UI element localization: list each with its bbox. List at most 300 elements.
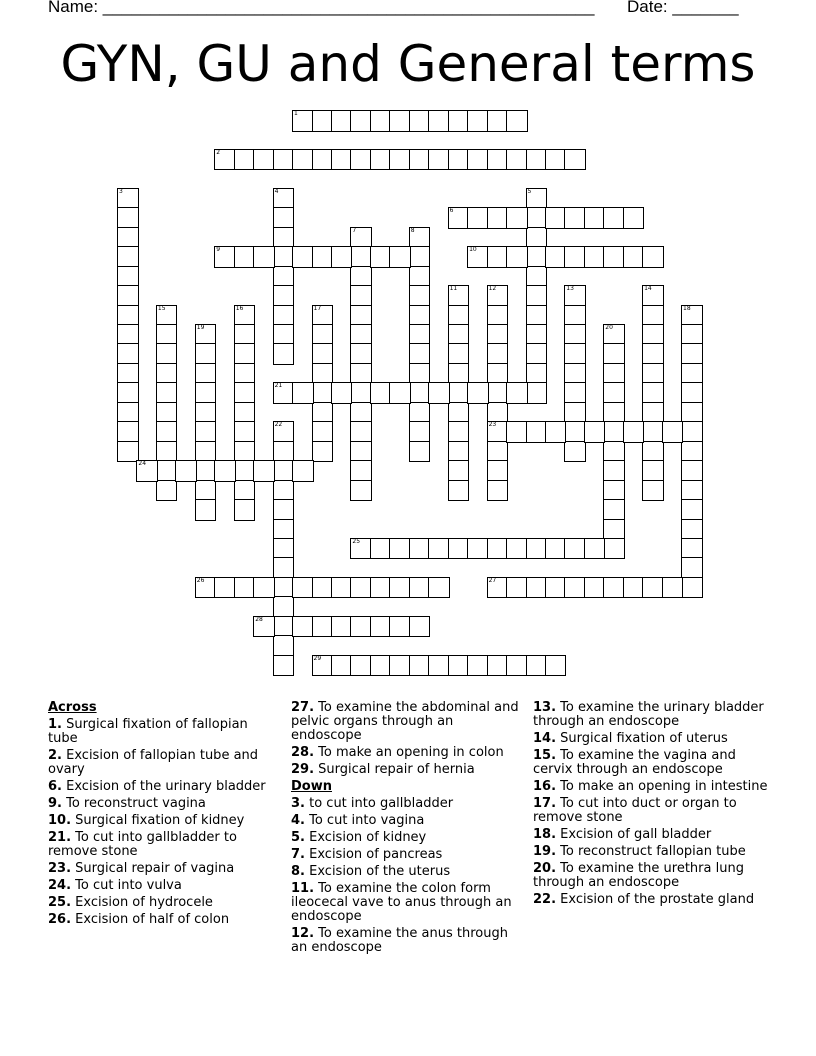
grid-cell[interactable] [487,343,509,365]
grid-cell[interactable] [487,207,509,229]
grid-cell[interactable] [350,285,372,307]
grid-cell[interactable] [350,227,372,249]
grid-cell[interactable] [156,480,178,502]
grid-cell[interactable] [681,557,703,579]
grid-cell[interactable] [526,382,548,404]
grid-cell[interactable] [117,402,139,424]
grid-cell[interactable] [253,246,275,268]
grid-cell[interactable] [487,110,509,132]
grid-cell[interactable] [448,207,470,229]
grid-cell[interactable] [273,441,295,463]
grid-cell[interactable] [409,246,431,268]
grid-cell[interactable] [156,460,178,482]
grid-cell[interactable] [448,110,470,132]
grid-cell[interactable] [681,538,703,560]
grid-cell[interactable] [156,324,178,346]
grid-cell[interactable] [564,402,586,424]
grid-cell[interactable] [681,460,703,482]
grid-cell[interactable] [350,266,372,288]
grid-cell[interactable] [681,421,703,443]
grid-cell[interactable] [350,246,372,268]
grid-cell[interactable] [117,305,139,327]
grid-cell[interactable] [526,149,548,171]
grid-cell[interactable] [253,149,275,171]
grid-cell[interactable] [273,285,295,307]
grid-cell[interactable] [506,382,528,404]
grid-cell[interactable] [156,382,178,404]
grid-cell[interactable] [312,246,334,268]
grid-cell[interactable] [312,110,334,132]
grid-cell[interactable] [117,421,139,443]
grid-cell[interactable] [506,207,528,229]
grid-cell[interactable] [487,480,509,502]
grid-cell[interactable] [273,577,295,599]
grid-cell[interactable] [117,382,139,404]
grid-cell[interactable] [487,149,509,171]
grid-cell[interactable] [506,655,528,677]
grid-cell[interactable] [312,421,334,443]
grid-cell[interactable] [448,343,470,365]
grid-cell[interactable] [409,305,431,327]
grid-cell[interactable] [448,382,470,404]
grid-cell[interactable] [195,460,217,482]
grid-cell[interactable] [564,421,586,443]
grid-cell[interactable] [350,402,372,424]
grid-cell[interactable] [603,207,625,229]
grid-cell[interactable] [331,110,353,132]
grid-cell[interactable] [642,421,664,443]
grid-cell[interactable] [350,655,372,677]
grid-cell[interactable] [312,655,334,677]
grid-cell[interactable] [370,149,392,171]
grid-cell[interactable] [603,421,625,443]
grid-cell[interactable] [195,363,217,385]
grid-cell[interactable] [273,460,295,482]
grid-cell[interactable] [409,324,431,346]
grid-cell[interactable] [448,363,470,385]
grid-cell[interactable] [312,149,334,171]
grid-cell[interactable] [487,246,509,268]
grid-cell[interactable] [564,382,586,404]
grid-cell[interactable] [234,577,256,599]
grid-cell[interactable] [273,557,295,579]
grid-cell[interactable] [409,655,431,677]
grid-cell[interactable] [195,421,217,443]
grid-cell[interactable] [234,324,256,346]
grid-cell[interactable] [506,577,528,599]
grid-cell[interactable] [389,577,411,599]
grid-cell[interactable] [428,110,450,132]
grid-cell[interactable] [487,324,509,346]
grid-cell[interactable] [448,421,470,443]
grid-cell[interactable] [389,382,411,404]
grid-cell[interactable] [350,480,372,502]
grid-cell[interactable] [156,363,178,385]
grid-cell[interactable] [467,538,489,560]
grid-cell[interactable] [564,246,586,268]
grid-cell[interactable] [526,324,548,346]
grid-cell[interactable] [273,324,295,346]
grid-cell[interactable] [506,246,528,268]
grid-cell[interactable] [350,382,372,404]
grid-cell[interactable] [214,149,236,171]
grid-cell[interactable] [545,655,567,677]
grid-cell[interactable] [117,266,139,288]
grid-cell[interactable] [389,149,411,171]
grid-cell[interactable] [370,382,392,404]
grid-cell[interactable] [350,441,372,463]
grid-cell[interactable] [350,538,372,560]
grid-cell[interactable] [448,324,470,346]
grid-cell[interactable] [448,538,470,560]
grid-cell[interactable] [234,246,256,268]
grid-cell[interactable] [312,382,334,404]
grid-cell[interactable] [487,538,509,560]
grid-cell[interactable] [312,441,334,463]
grid-cell[interactable] [642,460,664,482]
grid-cell[interactable] [389,616,411,638]
grid-cell[interactable] [642,285,664,307]
grid-cell[interactable] [467,149,489,171]
grid-cell[interactable] [331,149,353,171]
grid-cell[interactable] [292,460,314,482]
grid-cell[interactable] [273,149,295,171]
grid-cell[interactable] [273,480,295,502]
grid-cell[interactable] [117,227,139,249]
grid-cell[interactable] [681,480,703,502]
grid-cell[interactable] [312,616,334,638]
grid-cell[interactable] [312,402,334,424]
grid-cell[interactable] [526,577,548,599]
grid-cell[interactable] [409,110,431,132]
grid-cell[interactable] [350,324,372,346]
grid-cell[interactable] [564,207,586,229]
grid-cell[interactable] [487,577,509,599]
grid-cell[interactable] [234,343,256,365]
grid-cell[interactable] [603,246,625,268]
grid-cell[interactable] [312,324,334,346]
grid-cell[interactable] [642,246,664,268]
grid-cell[interactable] [195,577,217,599]
grid-cell[interactable] [564,538,586,560]
grid-cell[interactable] [603,577,625,599]
grid-cell[interactable] [584,577,606,599]
grid-cell[interactable] [234,363,256,385]
grid-cell[interactable] [117,363,139,385]
grid-cell[interactable] [409,402,431,424]
grid-cell[interactable] [292,149,314,171]
grid-cell[interactable] [448,402,470,424]
grid-cell[interactable] [273,616,295,638]
grid-cell[interactable] [603,519,625,541]
grid-cell[interactable] [623,577,645,599]
grid-cell[interactable] [564,324,586,346]
grid-cell[interactable] [273,538,295,560]
grid-cell[interactable] [156,343,178,365]
grid-cell[interactable] [350,149,372,171]
grid-cell[interactable] [467,382,489,404]
grid-cell[interactable] [623,207,645,229]
grid-cell[interactable] [564,363,586,385]
grid-cell[interactable] [526,246,548,268]
grid-cell[interactable] [331,655,353,677]
grid-cell[interactable] [428,655,450,677]
grid-cell[interactable] [603,538,625,560]
grid-cell[interactable] [467,655,489,677]
grid-cell[interactable] [448,655,470,677]
grid-cell[interactable] [428,538,450,560]
grid-cell[interactable] [564,149,586,171]
grid-cell[interactable] [273,207,295,229]
grid-cell[interactable] [312,577,334,599]
grid-cell[interactable] [175,460,197,482]
grid-cell[interactable] [584,207,606,229]
grid-cell[interactable] [234,402,256,424]
grid-cell[interactable] [448,305,470,327]
grid-cell[interactable] [623,246,645,268]
grid-cell[interactable] [448,480,470,502]
grid-cell[interactable] [467,110,489,132]
grid-cell[interactable] [234,305,256,327]
grid-cell[interactable] [584,538,606,560]
grid-cell[interactable] [156,402,178,424]
grid-cell[interactable] [195,382,217,404]
grid-cell[interactable] [331,382,353,404]
grid-cell[interactable] [642,324,664,346]
grid-cell[interactable] [642,577,664,599]
grid-cell[interactable] [642,382,664,404]
grid-cell[interactable] [662,421,684,443]
grid-cell[interactable] [603,460,625,482]
grid-cell[interactable] [273,635,295,657]
grid-cell[interactable] [273,519,295,541]
grid-cell[interactable] [195,499,217,521]
grid-cell[interactable] [487,441,509,463]
grid-cell[interactable] [117,188,139,210]
grid-cell[interactable] [409,421,431,443]
grid-cell[interactable] [214,246,236,268]
grid-cell[interactable] [292,246,314,268]
grid-cell[interactable] [526,655,548,677]
grid-cell[interactable] [331,577,353,599]
grid-cell[interactable] [564,577,586,599]
grid-cell[interactable] [681,499,703,521]
grid-cell[interactable] [409,343,431,365]
grid-cell[interactable] [428,382,450,404]
grid-cell[interactable] [214,460,236,482]
grid-cell[interactable] [603,480,625,502]
grid-cell[interactable] [117,343,139,365]
grid-cell[interactable] [662,577,684,599]
grid-cell[interactable] [117,324,139,346]
grid-cell[interactable] [603,363,625,385]
grid-cell[interactable] [642,363,664,385]
grid-cell[interactable] [428,149,450,171]
grid-cell[interactable] [234,441,256,463]
grid-cell[interactable] [409,363,431,385]
grid-cell[interactable] [545,246,567,268]
grid-cell[interactable] [312,343,334,365]
grid-cell[interactable] [526,421,548,443]
grid-cell[interactable] [681,577,703,599]
grid-cell[interactable] [545,149,567,171]
grid-cell[interactable] [467,246,489,268]
grid-cell[interactable] [545,207,567,229]
grid-cell[interactable] [370,246,392,268]
grid-cell[interactable] [389,538,411,560]
grid-cell[interactable] [642,480,664,502]
grid-cell[interactable] [603,382,625,404]
grid-cell[interactable] [487,285,509,307]
grid-cell[interactable] [273,266,295,288]
grid-cell[interactable] [642,402,664,424]
grid-cell[interactable] [331,246,353,268]
grid-cell[interactable] [409,577,431,599]
grid-cell[interactable] [117,207,139,229]
grid-cell[interactable] [681,441,703,463]
grid-cell[interactable] [350,460,372,482]
grid-cell[interactable] [292,110,314,132]
grid-cell[interactable] [409,382,431,404]
grid-cell[interactable] [681,519,703,541]
grid-cell[interactable] [487,421,509,443]
grid-cell[interactable] [253,460,275,482]
grid-cell[interactable] [156,305,178,327]
grid-cell[interactable] [292,616,314,638]
grid-cell[interactable] [409,285,431,307]
grid-cell[interactable] [487,382,509,404]
grid-cell[interactable] [603,402,625,424]
grid-cell[interactable] [117,441,139,463]
grid-cell[interactable] [234,421,256,443]
grid-cell[interactable] [273,343,295,365]
grid-cell[interactable] [642,305,664,327]
grid-cell[interactable] [136,460,158,482]
grid-cell[interactable] [526,363,548,385]
grid-cell[interactable] [273,421,295,443]
grid-cell[interactable] [350,343,372,365]
grid-cell[interactable] [331,616,353,638]
grid-cell[interactable] [681,402,703,424]
grid-cell[interactable] [389,246,411,268]
grid-cell[interactable] [487,402,509,424]
grid-cell[interactable] [487,363,509,385]
grid-cell[interactable] [467,207,489,229]
grid-cell[interactable] [234,382,256,404]
grid-cell[interactable] [195,402,217,424]
grid-cell[interactable] [681,382,703,404]
grid-cell[interactable] [526,285,548,307]
grid-cell[interactable] [312,363,334,385]
grid-cell[interactable] [273,305,295,327]
grid-cell[interactable] [564,343,586,365]
grid-cell[interactable] [234,499,256,521]
grid-cell[interactable] [273,188,295,210]
grid-cell[interactable] [389,110,411,132]
grid-cell[interactable] [156,421,178,443]
grid-cell[interactable] [370,538,392,560]
grid-cell[interactable] [545,577,567,599]
grid-cell[interactable] [681,363,703,385]
grid-cell[interactable] [584,421,606,443]
grid-cell[interactable] [370,110,392,132]
grid-cell[interactable] [214,577,236,599]
grid-cell[interactable] [273,246,295,268]
grid-cell[interactable] [350,305,372,327]
grid-cell[interactable] [409,266,431,288]
grid-cell[interactable] [234,480,256,502]
grid-cell[interactable] [195,480,217,502]
grid-cell[interactable] [603,343,625,365]
grid-cell[interactable] [642,343,664,365]
grid-cell[interactable] [409,227,431,249]
grid-cell[interactable] [448,460,470,482]
grid-cell[interactable] [370,616,392,638]
grid-cell[interactable] [448,285,470,307]
grid-cell[interactable] [545,538,567,560]
grid-cell[interactable] [428,577,450,599]
grid-cell[interactable] [253,577,275,599]
grid-cell[interactable] [448,441,470,463]
grid-cell[interactable] [526,305,548,327]
grid-cell[interactable] [603,324,625,346]
grid-cell[interactable] [506,110,528,132]
grid-cell[interactable] [545,421,567,443]
grid-cell[interactable] [273,655,295,677]
grid-cell[interactable] [623,421,645,443]
grid-cell[interactable] [409,149,431,171]
grid-cell[interactable] [603,441,625,463]
grid-cell[interactable] [253,616,275,638]
grid-cell[interactable] [389,655,411,677]
grid-cell[interactable] [526,207,548,229]
grid-cell[interactable] [564,285,586,307]
grid-cell[interactable] [526,227,548,249]
grid-cell[interactable] [526,343,548,365]
grid-cell[interactable] [409,538,431,560]
grid-cell[interactable] [156,441,178,463]
grid-cell[interactable] [409,441,431,463]
grid-cell[interactable] [370,577,392,599]
grid-cell[interactable] [350,421,372,443]
grid-cell[interactable] [117,285,139,307]
grid-cell[interactable] [409,616,431,638]
grid-cell[interactable] [292,382,314,404]
grid-cell[interactable] [448,149,470,171]
grid-cell[interactable] [370,655,392,677]
grid-cell[interactable] [350,616,372,638]
grid-cell[interactable] [273,227,295,249]
grid-cell[interactable] [117,246,139,268]
grid-cell[interactable] [681,343,703,365]
grid-cell[interactable] [642,441,664,463]
grid-cell[interactable] [195,441,217,463]
grid-cell[interactable] [273,382,295,404]
grid-cell[interactable] [487,305,509,327]
grid-cell[interactable] [564,441,586,463]
grid-cell[interactable] [234,149,256,171]
grid-cell[interactable] [312,305,334,327]
grid-cell[interactable] [350,110,372,132]
grid-cell[interactable] [584,246,606,268]
grid-cell[interactable] [506,538,528,560]
grid-cell[interactable] [487,655,509,677]
grid-cell[interactable] [273,499,295,521]
grid-cell[interactable] [292,577,314,599]
grid-cell[interactable] [526,266,548,288]
grid-cell[interactable] [350,363,372,385]
grid-cell[interactable] [350,577,372,599]
